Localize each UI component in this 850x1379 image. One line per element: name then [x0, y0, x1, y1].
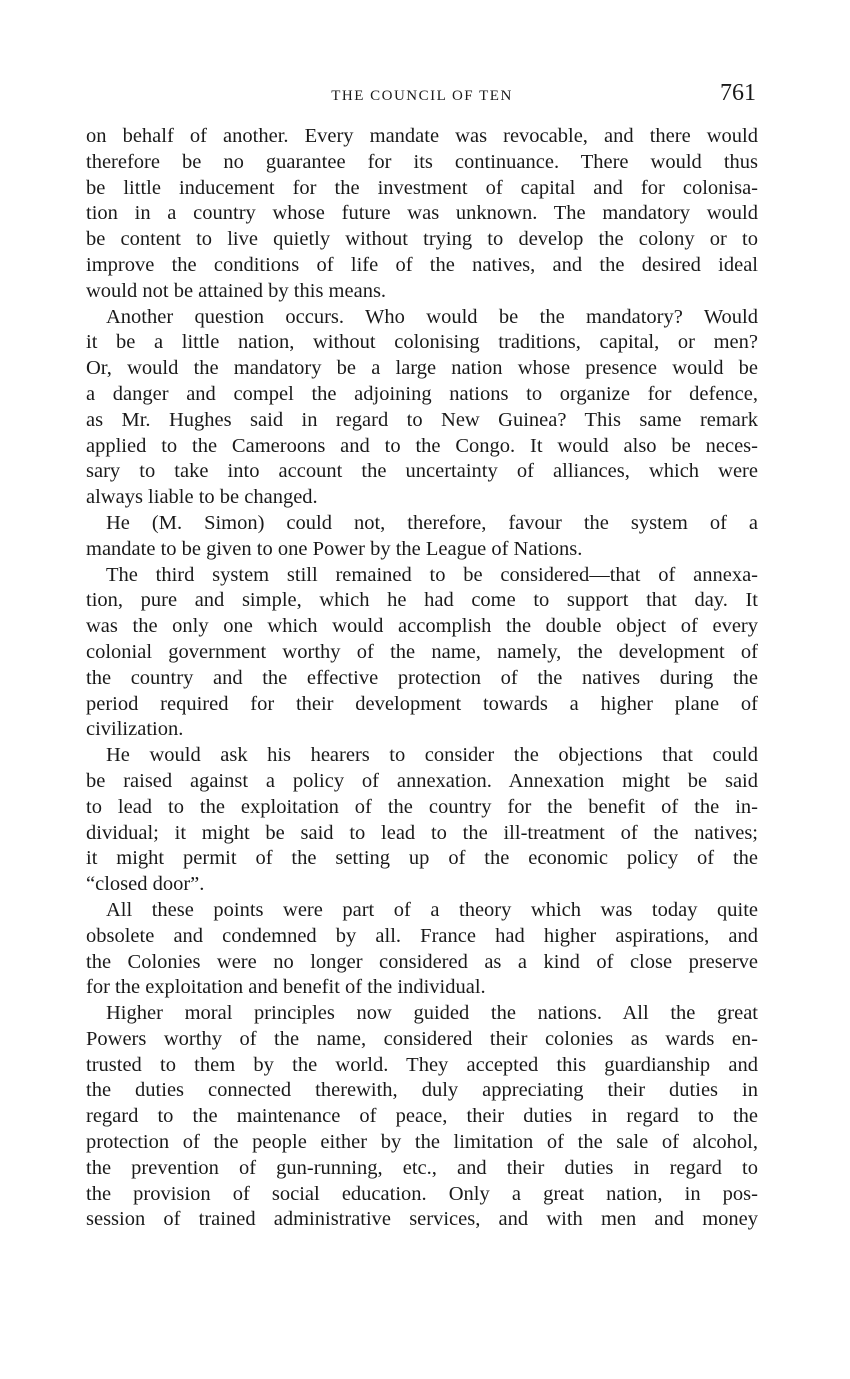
- text-line: Higher moral principles now guided the nations. All the great: [106, 1002, 758, 1025]
- text-line: regard to the maintenance of peace, their duties in regard to the: [86, 1105, 758, 1128]
- paragraph: [86, 124, 758, 305]
- text-line: The third system still remained to be considered—that of annexa-: [106, 563, 758, 586]
- text-line: on behalf of another. Every mandate was revocable, and there would: [86, 125, 758, 147]
- text-line: the duties connected therewith, duly appreciating their duties in: [86, 1079, 758, 1102]
- text-line: “closed door”.: [86, 873, 205, 896]
- text-line: the Colonies were no longer considered as a kind of close preserve: [86, 950, 758, 973]
- running-header: [86, 80, 758, 118]
- text-line: improve the conditions of life of the natives, and the desired ideal: [86, 253, 758, 276]
- paragraph: [86, 305, 758, 511]
- text-line: always liable to be changed.: [86, 486, 318, 509]
- text-line: Or, would the mandatory be a large nation whose presence would be: [86, 357, 758, 380]
- page-number: 761: [720, 80, 756, 106]
- text-line: dividual; it might be said to lead to the ill-treatment of the natives;: [86, 821, 758, 844]
- text-line: as Mr. Hughes said in regard to New Guinea? This same remark: [86, 408, 758, 431]
- text-line: be content to live quietly without trying to develop the colony or to: [86, 228, 758, 251]
- text-line: a danger and compel the adjoining nations to organize for defence,: [86, 382, 758, 405]
- text-line: civilization.: [86, 718, 184, 741]
- text-line: mandate to be given to one Power by the League of Nations.: [86, 537, 583, 560]
- text-line: Another question occurs. Who would be the mandatory? Would: [106, 305, 758, 328]
- text-line: Powers worthy of the name, considered their colonies as wards en-: [86, 1027, 758, 1050]
- text-line: be little inducement for the investment of capital and for colonisa-: [86, 176, 758, 199]
- text-line: it be a little nation, without colonising traditions, capital, or men?: [86, 331, 758, 354]
- text-line: He (M. Simon) could not, therefore, favour the system of a: [106, 511, 758, 534]
- text-line: All these points were part of a theory which was today quite: [106, 898, 758, 921]
- text-line: tion in a country whose future was unknown. The mandatory would: [86, 202, 758, 225]
- paragraph: [86, 511, 758, 563]
- text-line: obsolete and condemned by all. France had higher aspirations, and: [86, 924, 758, 947]
- text-line: was the only one which would accomplish the double object of every: [86, 615, 758, 638]
- text-line: colonial government worthy of the name, namely, the development of: [86, 640, 758, 663]
- text-line: the prevention of gun-running, etc., and their duties in regard to: [86, 1156, 758, 1179]
- text-line: to lead to the exploitation of the country for the benefit of the in-: [86, 795, 758, 818]
- text-line: protection of the people either by the limitation of the sale of alcohol,: [86, 1131, 758, 1154]
- paragraph: [86, 743, 758, 898]
- paragraph: [86, 563, 758, 744]
- document-page: [86, 80, 758, 1233]
- running-title: THE COUNCIL OF TEN: [331, 88, 513, 104]
- text-line: for the exploitation and benefit of the individual.: [86, 976, 486, 999]
- text-line: sary to take into account the uncertainty of alliances, which were: [86, 460, 758, 483]
- text-line: it might permit of the setting up of the economic policy of the: [86, 847, 758, 870]
- text-line: the country and the effective protection of the natives during the: [86, 666, 758, 689]
- paragraph: [86, 1001, 758, 1233]
- text-line: would not be attained by this means.: [86, 279, 387, 302]
- text-line: period required for their development towards a higher plane of: [86, 692, 758, 715]
- text-line: be raised against a policy of annexation. Annexation might be said: [86, 769, 758, 792]
- text-line: session of trained administrative services, and with men and money: [86, 1208, 758, 1231]
- text-line: therefore be no guarantee for its continuance. There would thus: [86, 150, 758, 173]
- paragraph: [86, 898, 758, 1001]
- text-line: tion, pure and simple, which he had come to support that day. It: [86, 589, 758, 612]
- text-line: the provision of social education. Only a great nation, in pos-: [86, 1182, 758, 1205]
- text-line: applied to the Cameroons and to the Congo. It would also be neces-: [86, 434, 758, 457]
- body-text: [86, 124, 758, 1233]
- text-line: trusted to them by the world. They accepted this guardianship and: [86, 1053, 758, 1076]
- text-line: He would ask his hearers to consider the objections that could: [106, 744, 758, 767]
